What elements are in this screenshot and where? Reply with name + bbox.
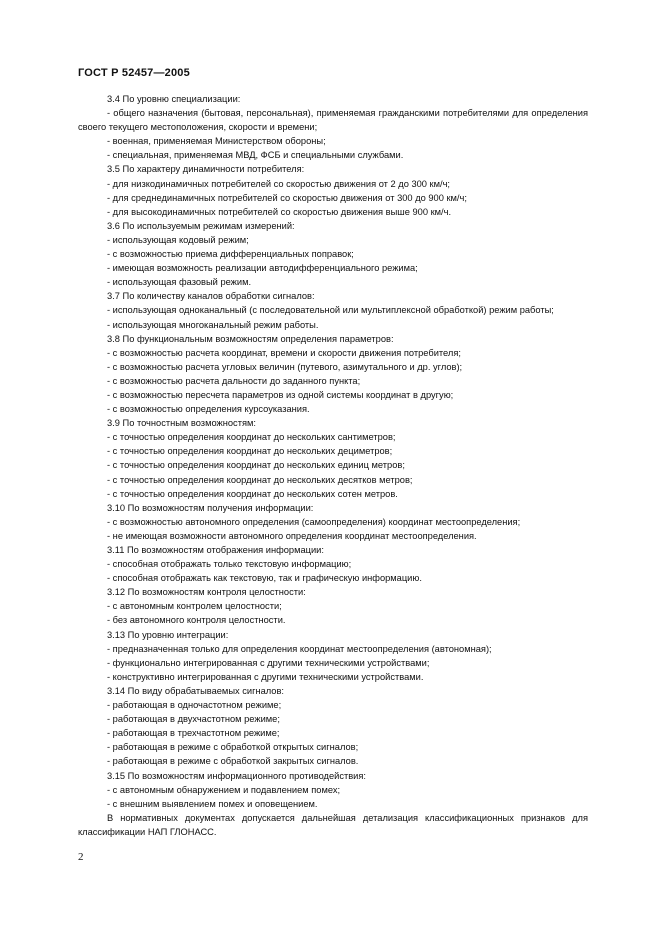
text-line: - с возможностью расчета угловых величин (путевого, азимутального и др. углов); [107,361,463,372]
text-line: 3.11 По возможностям отображения информации: [107,545,324,555]
text-line: - использующая многоканальный режим работы. [107,319,319,330]
text-line: 3.6 По используемым режимам измерений: [107,220,295,231]
text-line: - с точностью определения координат до нескольких сантиметров; [107,432,396,443]
text-line: - функционально интегрированная с другими техническими устройствами; [107,657,430,668]
text-line: - использующая фазовый режим. [107,277,252,288]
text-line: - способная отображать как текстовую, так и графическую информацию. [107,573,422,584]
text-line: - работающая в двухчастотном режиме; [107,714,280,725]
text-line: - с точностью определения координат до нескольких дециметров; [107,446,393,457]
text-line: - специальная, применяемая МВД, ФСБ и специальными службами. [107,150,404,161]
text-line: - с возможностью расчета координат, времени и скорости движения потребителя; [107,347,461,358]
text-line: - работающая в одночастотном режиме; [107,700,282,711]
text-line: - с возможностью расчета дальности до заданного пункта; [107,375,361,386]
text-line: - с точностью определения координат до нескольких сотен метров. [107,488,398,499]
text-line: 3.7 По количеству каналов обработки сигналов: [107,291,315,302]
text-line: - с точностью определения координат до нескольких единиц метров; [107,460,405,471]
page-number: 2 [78,851,84,863]
document-body [78,92,588,839]
text-line: 3.8 По функциональным возможностям определения параметров: [107,333,394,344]
text-line: - имеющая возможность реализации автодифференциального режима; [107,263,418,274]
text-line: - с возможностью приема дифференциальных поправок; [107,249,354,260]
text-line: - без автономного контроля целостности. [107,615,286,626]
text-line: - общего назначения (бытовая, персональная), применяемая гражданскими потребителями для определения своего текущего местоположения, скорости и времени; [78,108,588,133]
text-line: - для высокодинамичных потребителей со скоростью движения выше 900 км/ч. [107,206,452,217]
text-line: - использующая одноканальный (с последовательной или мультиплексной обработкой) режим работы; [107,305,554,316]
text-line: - для среднединамичных потребителей со скоростью движения от 300 до 900 км/ч; [107,192,467,203]
document-header: ГОСТ Р 52457—2005 [78,67,190,79]
text-line: - предназначенная только для определения координат местоопределения (автономная); [107,643,492,654]
text-line: - способная отображать только текстовую информацию; [107,559,352,570]
text-line: В нормативных документах допускается дальнейшая детализация классификационных признаков для классификации НАП ГЛОНАСС. [78,812,588,837]
text-line: 3.12 По возможностям контроля целостности: [107,587,306,598]
text-line: 3.10 По возможностям получения информации: [107,502,314,513]
text-line: 3.5 По характеру динамичности потребителя: [107,164,305,175]
text-line: - работающая в режиме с обработкой закрытых сигналов. [107,756,359,767]
text-line: 3.14 По виду обрабатываемых сигналов: [107,685,284,696]
text-line: - для низкодинамичных потребителей со скоростью движения от 2 до 300 км/ч; [107,178,451,189]
text-line: 3.13 По уровню интеграции: [107,629,229,640]
text-line: - с внешним выявлением помех и оповещением. [107,798,318,809]
text-line: - военная, применяемая Министерством обороны; [107,136,326,147]
text-line: 3.4 По уровню специализации: [107,94,241,104]
text-line: - не имеющая возможности автономного определения координат местоопределения. [107,530,477,541]
text-line: - с возможностью пересчета параметров из одной системы координат в другую; [107,389,454,400]
text-line: - с возможностью определения курсоуказания. [107,404,310,415]
text-line: - работающая в режиме с обработкой открытых сигналов; [107,742,359,753]
text-line: - конструктивно интегрированная с другими техническими устройствами. [107,671,424,682]
text-line: - с автономным обнаружением и подавлением помех; [107,784,341,795]
text-line: 3.15 По возможностям информационного противодействия: [107,770,366,781]
text-line: - работающая в трехчастотном режиме; [107,728,280,739]
text-line: 3.9 По точностным возможностям: [107,418,256,429]
text-line: - с автономным контролем целостности; [107,601,282,612]
text-line: - с возможностью автономного определения (самоопределения) координат местоопределения; [107,516,521,527]
text-line: - с точностью определения координат до нескольких десятков метров; [107,474,413,485]
text-line: - использующая кодовый режим; [107,234,249,245]
